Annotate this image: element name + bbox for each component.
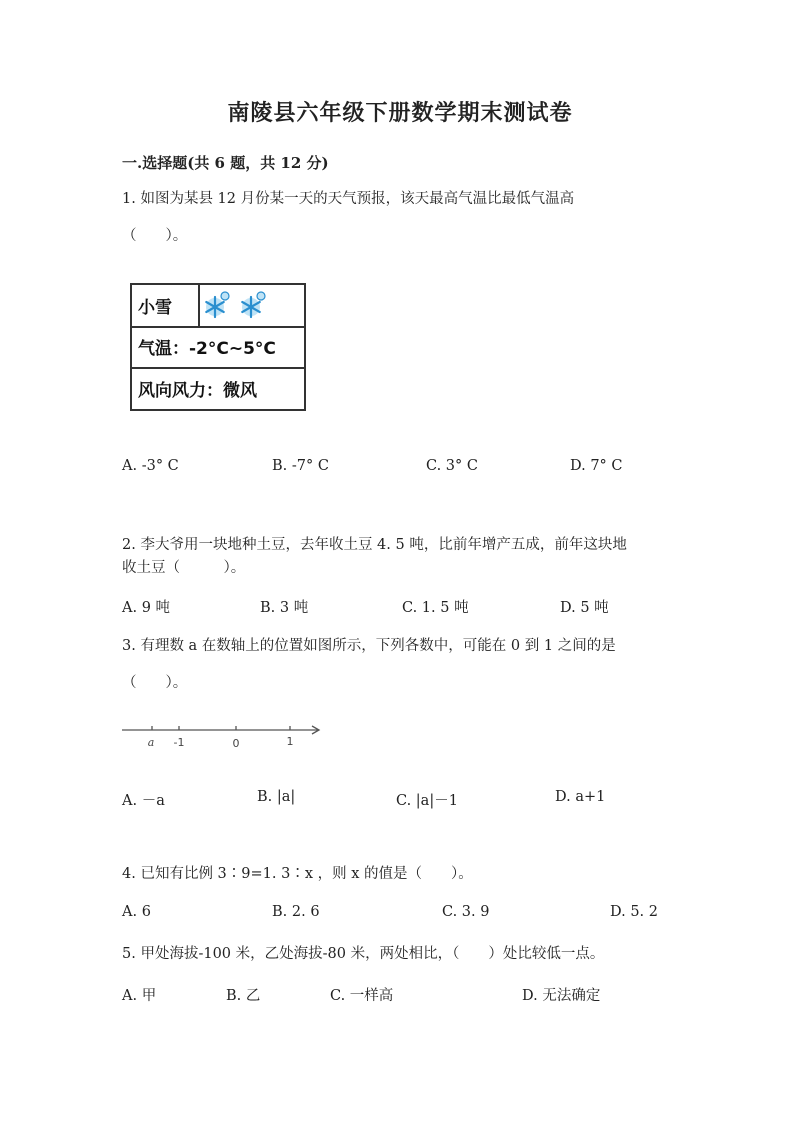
weather-wind: 风向风力：微风: [138, 381, 257, 401]
number-line-figure: [120, 722, 330, 752]
question-1-blank: （ ）。: [122, 228, 188, 244]
question-3-options: [122, 789, 700, 809]
question-2-line-1: 2. 李大爷用一块地种土豆，去年收土豆 4. 5 吨，比前年增产五成，前年这块地: [122, 537, 627, 553]
weather-condition-label: 小雪: [132, 285, 200, 326]
weather-temperature: 气温：-2°C~5°C: [138, 339, 276, 359]
option-b[interactable]: B. |a|: [257, 789, 296, 805]
option-c[interactable]: C. 3. 9: [442, 904, 490, 920]
section-heading: 一.选择题(共 6 题，共 12 分): [122, 154, 329, 172]
option-b[interactable]: B. 3 吨: [260, 600, 309, 616]
weather-row-wind: [132, 368, 304, 409]
question-1-options: [122, 458, 700, 478]
weather-row-condition: [132, 285, 304, 328]
option-d[interactable]: D. a+1: [555, 789, 606, 805]
option-b[interactable]: B. -7° C: [272, 458, 329, 474]
snowflake-icon: [234, 289, 268, 323]
label-1: 1: [286, 735, 294, 748]
option-d[interactable]: D. 7° C: [570, 458, 623, 474]
label-0: 0: [232, 737, 240, 750]
question-3-text: 3. 有理数 a 在数轴上的位置如图所示，下列各数中，可能在 0 到 1 之间的是: [122, 638, 616, 654]
option-a[interactable]: A. －a: [122, 793, 165, 809]
option-a[interactable]: A. 6: [122, 904, 151, 920]
option-a[interactable]: A. -3° C: [122, 458, 179, 474]
option-c[interactable]: C. 3° C: [426, 458, 478, 474]
question-5-text: 5. 甲处海拔-100 米，乙处海拔-80 米，两处相比，（ ）处比较低一点。: [122, 946, 605, 962]
page-title: 南陵县六年级下册数学期末测试卷: [227, 100, 573, 126]
option-a[interactable]: A. 甲: [122, 988, 157, 1004]
question-3-blank: （ ）。: [122, 675, 188, 691]
label-a: a: [147, 736, 155, 749]
option-d[interactable]: D. 5. 2: [610, 904, 658, 920]
question-4-options: [122, 904, 700, 924]
option-b[interactable]: B. 2. 6: [272, 904, 320, 920]
option-b[interactable]: B. 乙: [226, 988, 261, 1004]
question-5-options: [122, 984, 700, 1004]
option-c[interactable]: C. 一样高: [330, 988, 394, 1004]
question-4-text: 4. 已知有比例 3∶9=1. 3∶x ，则 x 的值是（ ）。: [122, 866, 473, 882]
option-a[interactable]: A. 9 吨: [122, 600, 171, 616]
question-2-line-2: 收土豆（ ）。: [122, 560, 246, 576]
snowflake-icon: [198, 289, 232, 323]
option-c[interactable]: C. |a|－1: [396, 793, 458, 809]
question-1-text: 1. 如图为某县 12 月份某一天的天气预报，该天最高气温比最低气温高: [122, 191, 575, 207]
weather-forecast-figure: [130, 283, 306, 411]
label-minus-1: -1: [173, 736, 185, 749]
weather-icons: [194, 285, 304, 326]
weather-row-temperature: [132, 326, 304, 369]
option-d[interactable]: D. 无法确定: [522, 988, 601, 1004]
option-c[interactable]: C. 1. 5 吨: [402, 600, 469, 616]
question-2-options: [122, 596, 700, 616]
option-d[interactable]: D. 5 吨: [560, 600, 609, 616]
